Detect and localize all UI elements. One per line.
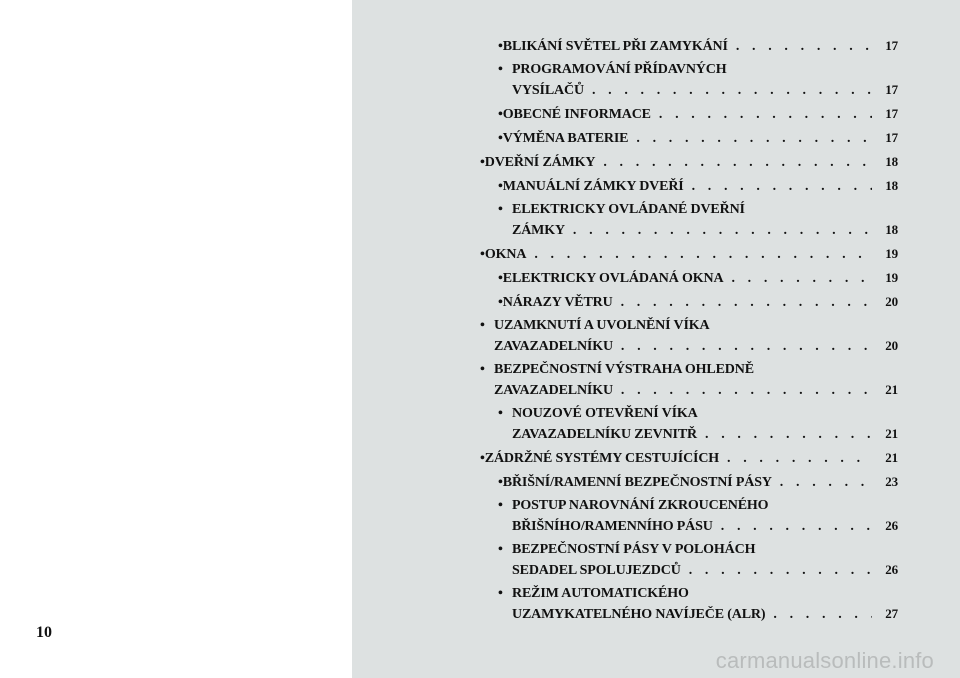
- toc-entry-title: BLIKÁNÍ SVĚTEL PŘI ZAMYKÁNÍ: [502, 39, 728, 54]
- toc-entry[interactable]: [480, 316, 898, 357]
- toc-page-number: 19: [885, 246, 898, 261]
- dot-leader: [689, 561, 872, 581]
- toc-entry-title: NÁRAZY VĚTRU: [502, 295, 613, 310]
- toc-entry-title: BŘIŠNÍHO/RAMENNÍHO PÁSU: [512, 519, 713, 534]
- toc-entry-title: ZÁMKY: [512, 223, 565, 238]
- toc-page-number: 20: [885, 294, 898, 309]
- toc-entry[interactable]: [498, 496, 898, 537]
- toc-page-number: 17: [885, 130, 898, 145]
- toc-entry-title: VÝMĚNA BATERIE: [502, 131, 629, 146]
- toc-entry[interactable]: [480, 244, 898, 265]
- bullet-marker: •: [498, 202, 503, 217]
- toc-page-number: 21: [885, 426, 898, 441]
- bullet-marker: •: [498, 179, 503, 194]
- toc-entry-title: ZAVAZADELNÍKU: [494, 383, 613, 398]
- dot-leader: [534, 245, 872, 265]
- toc-page-number: 18: [885, 178, 898, 193]
- bullet-marker: •: [498, 39, 503, 54]
- dot-leader: [705, 425, 872, 445]
- bullet-marker: •: [480, 155, 485, 170]
- toc-entry-title: NOUZOVÉ OTEVŘENÍ VÍKA: [512, 406, 698, 421]
- toc-entry-title: OBECNÉ INFORMACE: [502, 107, 651, 122]
- toc-entry[interactable]: [498, 104, 898, 125]
- toc-entry[interactable]: [498, 540, 898, 581]
- bullet-marker: •: [498, 542, 503, 557]
- bullet-marker: •: [498, 475, 503, 490]
- toc-entry-title: PROGRAMOVÁNÍ PŘÍDAVNÝCH: [512, 62, 727, 77]
- toc-entry[interactable]: [498, 128, 898, 149]
- dot-leader: [621, 381, 872, 401]
- toc-page-number: 19: [885, 270, 898, 285]
- toc-page-number: 17: [885, 38, 898, 53]
- toc-entry-title: REŽIM AUTOMATICKÉHO: [512, 586, 689, 601]
- left-page: [0, 0, 352, 678]
- dot-leader: [636, 129, 872, 149]
- toc-entry-title: DVEŘNÍ ZÁMKY: [484, 155, 596, 170]
- page-number: 10: [36, 624, 52, 641]
- bullet-marker: •: [498, 295, 503, 310]
- dot-leader: [780, 473, 872, 493]
- dot-leader: [773, 605, 872, 625]
- bullet-marker: •: [498, 586, 503, 601]
- toc-page-number: 26: [885, 518, 898, 533]
- toc-entry-title: MANUÁLNÍ ZÁMKY DVEŘÍ: [502, 179, 684, 194]
- bullet-marker: •: [498, 107, 503, 122]
- toc-entry[interactable]: [498, 292, 898, 313]
- toc-entry[interactable]: [498, 176, 898, 197]
- toc-page-number: 17: [885, 106, 898, 121]
- toc-entry-title: ELEKTRICKY OVLÁDANÁ OKNA: [502, 271, 724, 286]
- dot-leader: [727, 449, 872, 469]
- toc-page-number: 17: [885, 82, 898, 97]
- toc-entry-title: ZÁDRŽNÉ SYSTÉMY CESTUJÍCÍCH: [484, 451, 720, 466]
- toc-entry[interactable]: [498, 268, 898, 289]
- toc-entry[interactable]: [480, 360, 898, 401]
- dot-leader: [692, 177, 872, 197]
- toc-entry-title: ELEKTRICKY OVLÁDANÉ DVEŘNÍ: [512, 202, 745, 217]
- toc-page-number: 20: [885, 338, 898, 353]
- toc-entry-title: SEDADEL SPOLUJEZDCŮ: [512, 563, 681, 578]
- toc-entry[interactable]: [498, 36, 898, 57]
- toc-page-number: 21: [885, 382, 898, 397]
- toc-entry-title: VYSÍLAČŮ: [512, 83, 584, 98]
- toc-entry-title: UZAMYKATELNÉHO NAVÍJEČE (ALR): [512, 607, 766, 622]
- dot-leader: [736, 37, 872, 57]
- bullet-marker: •: [498, 131, 503, 146]
- bullet-marker: •: [480, 451, 485, 466]
- toc-entry-title: UZAMKNUTÍ A UVOLNĚNÍ VÍKA: [494, 318, 710, 333]
- toc-entry[interactable]: [498, 200, 898, 241]
- dot-leader: [603, 153, 872, 173]
- bullet-marker: •: [498, 406, 503, 421]
- toc-page-number: 26: [885, 562, 898, 577]
- toc-entry[interactable]: [480, 448, 898, 469]
- toc-entry[interactable]: [498, 584, 898, 625]
- toc-page-number: 23: [885, 474, 898, 489]
- dot-leader: [573, 221, 872, 241]
- bullet-marker: •: [498, 498, 503, 513]
- toc-entry-title: BŘIŠNÍ/RAMENNÍ BEZPEČNOSTNÍ PÁSY: [502, 475, 772, 490]
- toc-page-number: 21: [885, 450, 898, 465]
- toc-entry[interactable]: [498, 60, 898, 101]
- dot-leader: [659, 105, 872, 125]
- toc-entry-title: POSTUP NAROVNÁNÍ ZKROUCENÉHO: [512, 498, 769, 513]
- toc-entry-title: BEZPEČNOSTNÍ VÝSTRAHA OHLEDNĚ: [494, 362, 754, 377]
- dot-leader: [621, 293, 872, 313]
- toc-entry[interactable]: [498, 404, 898, 445]
- bullet-marker: •: [480, 247, 485, 262]
- toc-entry-title: ZAVAZADELNÍKU: [494, 339, 613, 354]
- toc-entry-title: ZAVAZADELNÍKU ZEVNITŘ: [512, 427, 697, 442]
- bullet-marker: •: [498, 62, 503, 77]
- toc-entry[interactable]: [498, 472, 898, 493]
- toc-entry[interactable]: [480, 152, 898, 173]
- toc-page-number: 18: [885, 222, 898, 237]
- dot-leader: [721, 517, 872, 537]
- toc-page-number: 18: [885, 154, 898, 169]
- watermark: carmanualsonline.info: [715, 648, 934, 673]
- dot-leader: [621, 337, 872, 357]
- toc-page-number: 27: [885, 606, 898, 621]
- toc-entry-title: OKNA: [484, 247, 527, 262]
- dot-leader: [592, 81, 872, 101]
- toc-entry-title: BEZPEČNOSTNÍ PÁSY V POLOHÁCH: [512, 542, 756, 557]
- dot-leader: [731, 269, 872, 289]
- bullet-marker: •: [498, 271, 503, 286]
- bullet-marker: •: [480, 318, 485, 333]
- bullet-marker: •: [480, 362, 485, 377]
